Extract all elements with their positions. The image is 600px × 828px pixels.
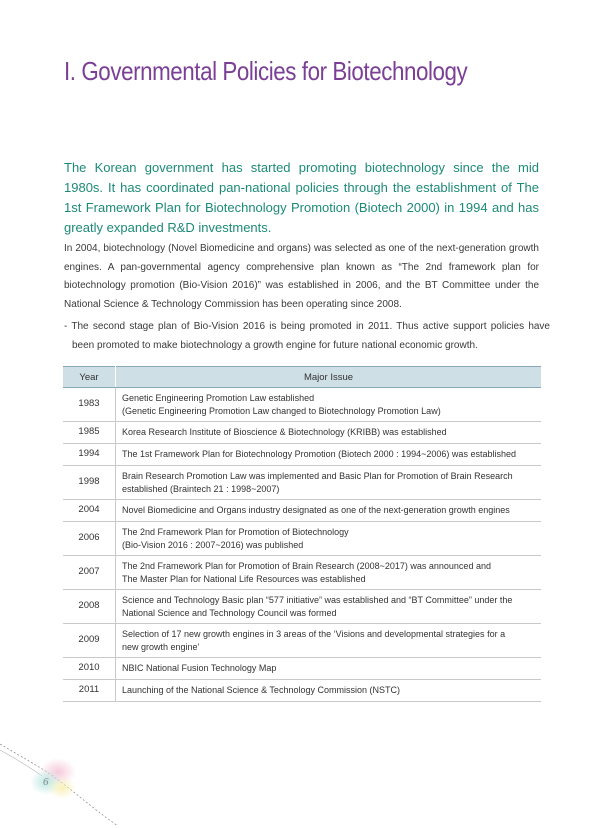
table-row [63,556,541,590]
issue-line: Genetic Engineering Promotion Law established [122,393,315,403]
decorative-swirl-graphic [0,730,120,828]
year-cell: 2004 [63,500,116,522]
issue-line: Launching of the National Science & Technology Commission (NSTC) [122,685,400,696]
issue-line: Novel Biomedicine and Organs industry designated as one of the next-generation growth engines [122,505,510,516]
year-cell: 1985 [63,422,116,444]
table-row [63,388,541,422]
issue-line: (Genetic Engineering Promotion Law changed to Biotechnology Promotion Law) [122,405,441,416]
issue-line: The 2nd Framework Plan for Promotion of Biotechnology [122,527,349,537]
issue-cell [116,522,542,556]
issue-line: The Master Plan for National Life Resources was established [122,573,366,584]
issue-cell [116,556,542,590]
table-row [63,624,541,658]
issue-cell [116,680,542,702]
issue-line: Selection of 17 new growth engines in 3 areas of the ‘Visions and developmental strategies for a [122,629,506,639]
issue-cell [116,388,542,422]
table-row [63,500,541,522]
table-row [63,522,541,556]
issue-line: (Bio-Vision 2016 : 2007~2016) was published [122,539,304,550]
issue-cell [116,444,542,466]
issue-line: NBIC National Fusion Technology Map [122,663,277,674]
issue-line: Brain Research Promotion Law was implemented and Basic Plan for Promotion of Brain Research [122,471,513,481]
year-column-header: Year [63,367,116,388]
table-row [63,422,541,444]
lead-paragraph: The Korean government has started promoting biotechnology since the mid 1980s. It has coordinated pan-national policies through the establishment of The 1st Framework Plan for Biotechnology Promotion (Biotech 2000) in 1994 and has greatly expanded R&D investments. [64,160,539,235]
issue-line: National Science and Technology Council was formed [122,607,337,618]
page-number: 6 [43,776,49,788]
table-row [63,444,541,466]
issue-line: The 2nd Framework Plan for Promotion of Brain Research (2008~2017) was announced and [122,561,491,571]
bullet-paragraph: - The second stage plan of Bio-Vision 2016 is being promoted in 2011. Thus active support policies have been promoted to make biotechnology a growth engine for future national economic growth. [64,321,550,351]
year-cell: 2009 [63,624,116,658]
issue-cell [116,500,542,522]
issue-cell [116,624,542,658]
issue-line: new growth engine’ [122,641,200,652]
year-cell: 2006 [63,522,116,556]
issue-cell [116,466,542,500]
table-row [63,590,541,624]
year-cell: 1983 [63,388,116,422]
issue-cell [116,658,542,680]
year-cell: 1994 [63,444,116,466]
major-issues-table [63,366,541,702]
table-row [63,466,541,500]
year-cell: 1998 [63,466,116,500]
table-row [63,658,541,680]
issue-cell [116,590,542,624]
year-cell: 2007 [63,556,116,590]
issue-line: Science and Technology Basic plan “577 initiative” was established and “BT Committee” under the [122,595,513,605]
year-cell: 2011 [63,680,116,702]
issue-column-header: Major Issue [116,367,542,388]
issue-line: established (Braintech 21 : 1998~2007) [122,483,280,494]
issue-line: Korea Research Institute of Bioscience & Biotechnology (KRIBB) was established [122,427,447,438]
page-title: I. Governmental Policies for Biotechnology [64,56,468,86]
issue-cell [116,422,542,444]
year-cell: 2010 [63,658,116,680]
issue-line: The 1st Framework Plan for Biotechnology Promotion (Biotech 2000 : 1994~2006) was established [122,449,516,460]
body-paragraph: In 2004, biotechnology (Novel Biomedicine and organs) was selected as one of the next-generation growth engines. A pan-governmental agency comprehensive plan known as “The 2nd framework plan for biotechnology promotion (Bio-Vision 2016)” was established in 2006, and the BT Committee under the National Science & Technology Commission has been operating since 2008. [64,243,539,310]
year-cell: 2008 [63,590,116,624]
table-row [63,680,541,702]
table-header-row [63,367,541,388]
